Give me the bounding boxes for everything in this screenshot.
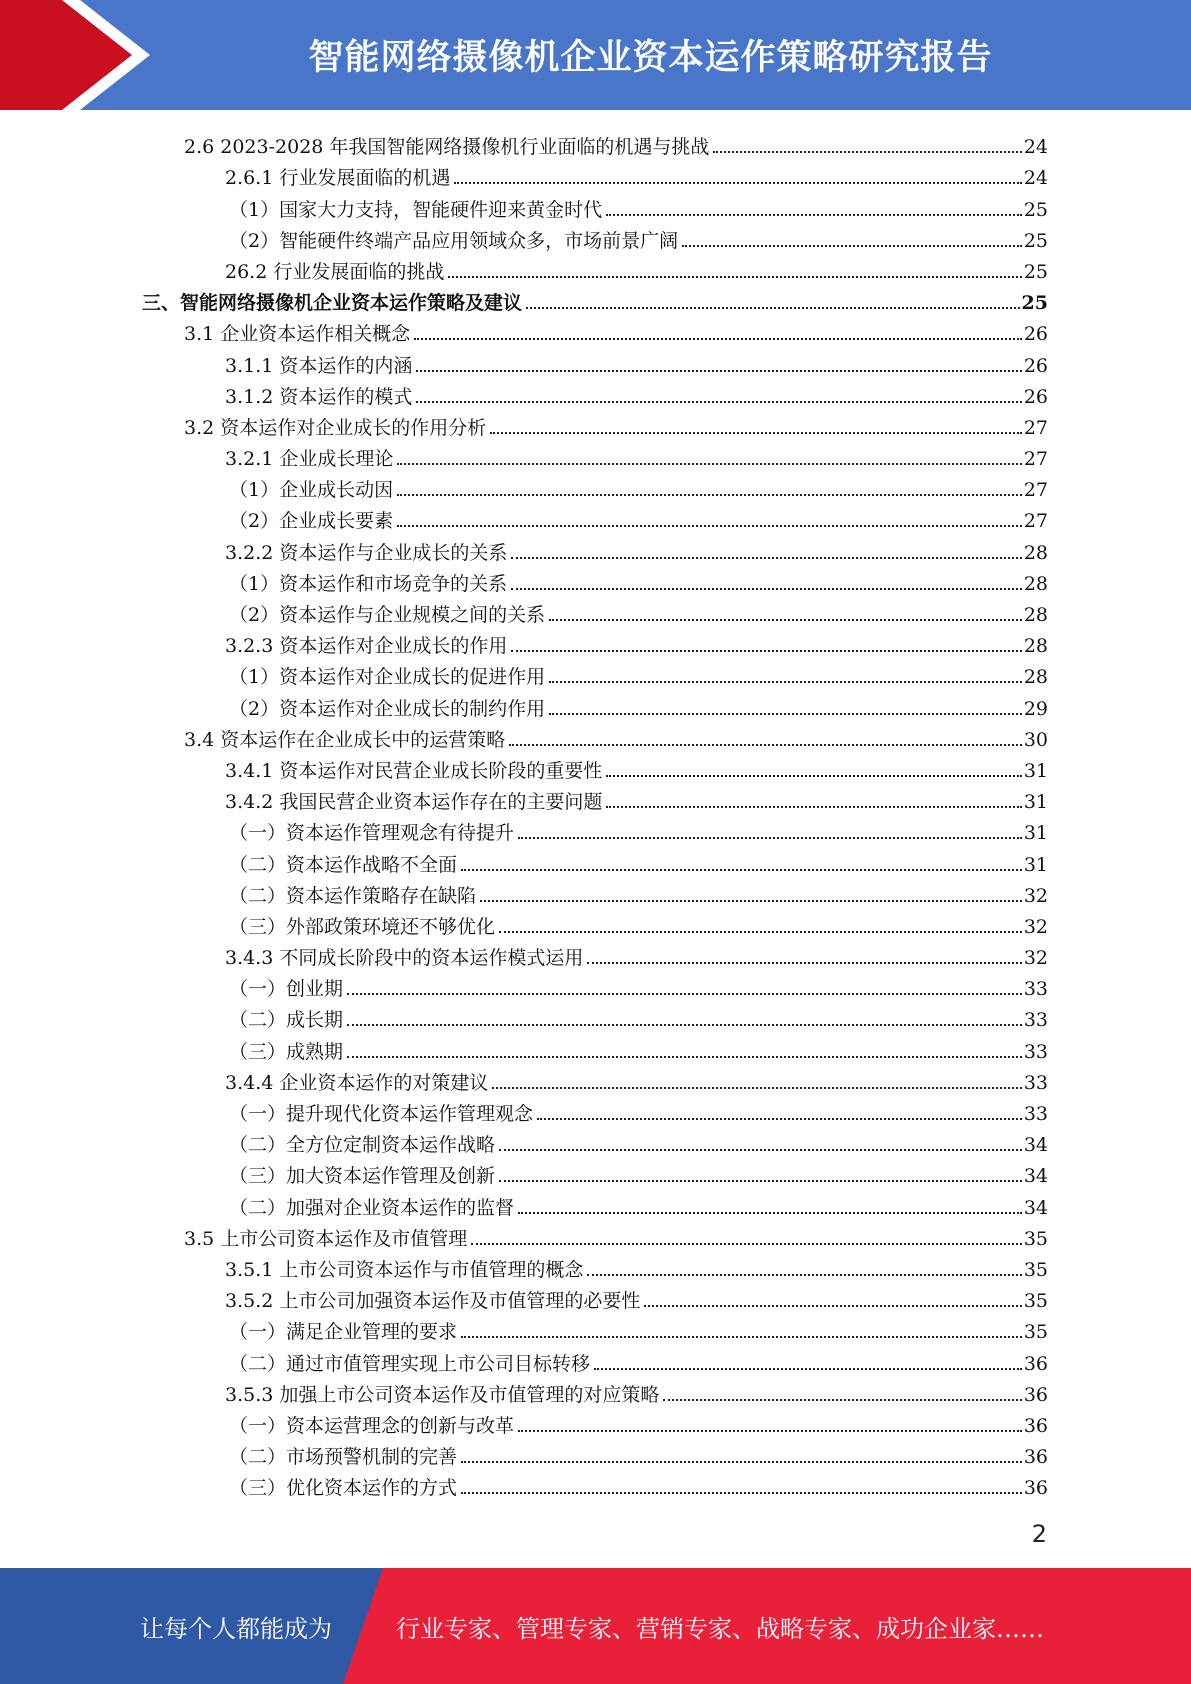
toc-dot-leader xyxy=(606,805,1021,808)
toc-entry[interactable] xyxy=(0,501,1191,532)
toc-dot-leader xyxy=(461,1491,1022,1494)
toc-dot-leader xyxy=(518,1211,1022,1214)
toc-entry-title: （2）企业成长要素 xyxy=(229,510,394,533)
toc-entry-page: 28 xyxy=(1023,572,1048,595)
toc-entry-title: 3.5.2 上市公司加强资本运作及市值管理的必要性 xyxy=(225,1290,641,1313)
toc-entry-page: 27 xyxy=(1023,510,1048,533)
toc-entry-title: （三）成熟期 xyxy=(229,1040,344,1063)
toc-entry[interactable] xyxy=(0,470,1191,501)
toc-entry[interactable] xyxy=(0,1375,1191,1406)
toc-entry-page: 25 xyxy=(1023,229,1048,252)
page-header xyxy=(0,0,1191,110)
toc-entry[interactable] xyxy=(0,1468,1191,1499)
toc-entry[interactable] xyxy=(0,595,1191,626)
toc-entry-title: （二）资本运作策略存在缺陷 xyxy=(229,884,477,907)
toc-entry-title: （三）外部政策环境还不够优化 xyxy=(229,915,496,938)
toc-dot-leader xyxy=(347,1023,1022,1026)
toc-entry[interactable] xyxy=(0,1094,1191,1125)
toc-dot-leader xyxy=(663,1398,1021,1401)
toc-entry-title: 3.5.1 上市公司资本运作与市值管理的概念 xyxy=(225,1258,584,1281)
toc-dot-leader xyxy=(492,1086,1021,1089)
toc-entry-page: 25 xyxy=(1021,292,1048,315)
toc-dot-leader xyxy=(549,618,1022,621)
toc-dot-leader xyxy=(713,150,1021,153)
toc-entry-title: 3.1.2 资本运作的模式 xyxy=(225,385,413,408)
toc-entry[interactable] xyxy=(0,377,1191,408)
toc-dot-leader xyxy=(587,961,1021,964)
toc-dot-leader xyxy=(549,680,1022,683)
page-number: 2 xyxy=(1031,1520,1047,1548)
toc-entry[interactable] xyxy=(0,532,1191,563)
toc-entry-page: 32 xyxy=(1023,947,1048,970)
toc-entry-title: （二）通过市值管理实现上市公司目标转移 xyxy=(229,1352,591,1375)
toc-entry-page: 33 xyxy=(1023,1040,1048,1063)
toc-entry-title: 3.2.2 资本运作与企业成长的关系 xyxy=(225,541,508,564)
toc-dot-leader xyxy=(397,524,1022,527)
toc-entry-page: 33 xyxy=(1023,1009,1048,1032)
toc-entry-title: 3.2 资本运作对企业成长的作用分析 xyxy=(184,416,487,439)
toc-entry-page: 28 xyxy=(1023,635,1048,658)
toc-dot-leader xyxy=(549,712,1022,715)
toc-entry-title: （1）企业成长动因 xyxy=(229,479,394,502)
toc-entry[interactable] xyxy=(0,345,1191,376)
toc-entry-title: 3.1.1 资本运作的内涵 xyxy=(225,354,413,377)
toc-entry-title: （二）加强对企业资本运作的监督 xyxy=(229,1196,515,1219)
toc-entry-page: 36 xyxy=(1023,1446,1048,1469)
toc-entry-title: （二）全方位定制资本运作战略 xyxy=(229,1134,496,1157)
toc-dot-leader xyxy=(509,743,1022,746)
toc-entry[interactable] xyxy=(0,876,1191,907)
toc-entry-title: 3.5 上市公司资本运作及市值管理 xyxy=(184,1227,468,1250)
toc-entry[interactable] xyxy=(0,283,1191,314)
toc-entry-page: 31 xyxy=(1023,853,1048,876)
toc-dot-leader xyxy=(511,649,1021,652)
toc-entry[interactable] xyxy=(0,221,1191,252)
toc-entry-page: 28 xyxy=(1023,541,1048,564)
toc-entry[interactable] xyxy=(0,1406,1191,1437)
toc-entry-page: 26 xyxy=(1023,354,1048,377)
toc-entry[interactable] xyxy=(0,1437,1191,1468)
toc-entry[interactable] xyxy=(0,969,1191,1000)
toc-entry-title: 3.4.1 资本运作对民营企业成长阶段的重要性 xyxy=(225,759,603,782)
toc-entry-page: 36 xyxy=(1023,1477,1048,1500)
toc-entry-page: 25 xyxy=(1023,260,1048,283)
toc-entry-title: （1）资本运作和市场竞争的关系 xyxy=(229,572,508,595)
table-of-contents xyxy=(0,127,1191,1499)
toc-entry[interactable] xyxy=(0,564,1191,595)
toc-entry-title: （三）优化资本运作的方式 xyxy=(229,1477,458,1500)
toc-entry-title: （一）创业期 xyxy=(229,978,344,1001)
toc-entry[interactable] xyxy=(0,1250,1191,1281)
toc-entry[interactable] xyxy=(0,907,1191,938)
toc-dot-leader xyxy=(490,431,1022,434)
toc-entry-title: （二）市场预警机制的完善 xyxy=(229,1446,458,1469)
toc-entry-page: 34 xyxy=(1023,1134,1048,1157)
toc-entry-page: 30 xyxy=(1023,728,1048,751)
toc-entry-page: 27 xyxy=(1023,416,1048,439)
toc-entry-title: （一）资本运作管理观念有待提升 xyxy=(229,822,515,845)
toc-entry[interactable] xyxy=(0,844,1191,875)
toc-entry-title: 3.2.1 企业成长理论 xyxy=(225,448,394,471)
toc-dot-leader xyxy=(347,1055,1022,1058)
toc-dot-leader xyxy=(606,774,1021,777)
toc-dot-leader xyxy=(644,1304,1021,1307)
toc-entry-page: 27 xyxy=(1023,479,1048,502)
toc-entry-title: （1）国家大力支持，智能硬件迎来黄金时代 xyxy=(229,198,603,221)
toc-entry[interactable] xyxy=(0,657,1191,688)
toc-entry-title: 三、智能网络摄像机企业资本运作策略及建议 xyxy=(142,292,523,315)
toc-entry-title: （二）成长期 xyxy=(229,1009,344,1032)
toc-dot-leader xyxy=(594,1367,1022,1370)
toc-entry-page: 32 xyxy=(1023,884,1048,907)
toc-entry-page: 35 xyxy=(1023,1290,1048,1313)
toc-dot-leader xyxy=(397,493,1022,496)
toc-dot-leader xyxy=(480,899,1022,902)
toc-entry[interactable] xyxy=(0,252,1191,283)
toc-entry[interactable] xyxy=(0,439,1191,470)
toc-entry[interactable] xyxy=(0,158,1191,189)
toc-entry-page: 24 xyxy=(1023,136,1048,159)
toc-entry[interactable] xyxy=(0,1031,1191,1062)
toc-entry-page: 33 xyxy=(1023,978,1048,1001)
toc-entry[interactable] xyxy=(0,626,1191,657)
toc-entry-page: 27 xyxy=(1023,448,1048,471)
toc-entry[interactable] xyxy=(0,813,1191,844)
toc-entry-page: 33 xyxy=(1023,1103,1048,1125)
toc-entry-page: 28 xyxy=(1023,666,1048,689)
toc-entry-title: 2.6 2023-2028 年我国智能网络摄像机行业面临的机遇与挑战 xyxy=(184,136,710,159)
document-title: 智能网络摄像机企业资本运作策略研究报告 xyxy=(308,38,993,78)
toc-entry-page: 35 xyxy=(1023,1227,1048,1250)
toc-entry-title: 3.2.3 资本运作对企业成长的作用 xyxy=(225,635,508,658)
toc-entry[interactable] xyxy=(0,1219,1191,1250)
toc-entry-page: 26 xyxy=(1023,385,1048,408)
toc-dot-leader xyxy=(606,213,1022,216)
toc-dot-leader xyxy=(461,868,1022,871)
toc-dot-leader xyxy=(682,244,1022,247)
toc-entry-title: 3.1 企业资本运作相关概念 xyxy=(184,323,411,346)
header-chevron-decoration xyxy=(0,0,150,110)
toc-dot-leader xyxy=(537,1117,1022,1120)
toc-entry-page: 31 xyxy=(1023,759,1048,782)
toc-dot-leader xyxy=(416,369,1021,372)
toc-entry[interactable] xyxy=(0,1156,1191,1187)
toc-entry-title: （一）满足企业管理的要求 xyxy=(229,1321,458,1344)
toc-dot-leader xyxy=(499,1148,1022,1151)
toc-entry[interactable] xyxy=(0,720,1191,751)
toc-entry-title: 2.6.1 行业发展面临的机遇 xyxy=(225,167,451,190)
toc-entry-page: 25 xyxy=(1023,198,1048,221)
toc-entry-page: 34 xyxy=(1023,1165,1048,1188)
toc-entry-title: 26.2 行业发展面临的挑战 xyxy=(225,260,445,283)
toc-entry[interactable] xyxy=(0,688,1191,719)
page-footer xyxy=(0,1568,1191,1684)
toc-entry-page: 31 xyxy=(1023,822,1048,845)
toc-entry-title: （三）加大资本运作管理及创新 xyxy=(229,1165,496,1188)
toc-entry[interactable] xyxy=(0,751,1191,782)
toc-entry-title: （1）资本运作对企业成长的促进作用 xyxy=(229,666,546,689)
toc-dot-leader xyxy=(499,930,1022,933)
toc-entry-page: 29 xyxy=(1023,697,1048,720)
toc-entry[interactable] xyxy=(0,314,1191,345)
toc-entry-title: （2）智能硬件终端产品应用领域众多，市场前景广阔 xyxy=(229,229,679,252)
toc-entry-title: 3.4.2 我国民营企业资本运作存在的主要问题 xyxy=(225,791,603,814)
toc-dot-leader xyxy=(414,337,1022,340)
footer-slogan-left: 让每个人都能成为 xyxy=(140,1614,332,1643)
toc-entry[interactable] xyxy=(0,1000,1191,1031)
footer-slogan-right: 行业专家、管理专家、营销专家、战略专家、成功企业家…… xyxy=(396,1614,1044,1643)
toc-dot-leader xyxy=(587,1273,1021,1276)
toc-entry[interactable] xyxy=(0,1312,1191,1343)
toc-dot-leader xyxy=(347,992,1022,995)
toc-entry-title: （2）资本运作对企业成长的制约作用 xyxy=(229,697,546,720)
toc-dot-leader xyxy=(461,1335,1022,1338)
toc-entry-page: 36 xyxy=(1023,1414,1048,1437)
toc-entry-page: 34 xyxy=(1023,1196,1048,1219)
toc-dot-leader xyxy=(518,836,1022,839)
toc-dot-leader xyxy=(499,1179,1022,1182)
toc-entry[interactable] xyxy=(0,408,1191,439)
toc-dot-leader xyxy=(518,1429,1022,1432)
toc-entry-title: （一）提升现代化资本运作管理观念 xyxy=(229,1103,534,1125)
toc-entry-title: （2）资本运作与企业规模之间的关系 xyxy=(229,604,546,626)
toc-dot-leader xyxy=(416,400,1021,403)
toc-entry-page: 28 xyxy=(1023,604,1048,626)
toc-entry-page: 33 xyxy=(1023,1071,1048,1094)
toc-entry-title: 3.5.3 加强上市公司资本运作及市值管理的对应策略 xyxy=(225,1383,660,1406)
toc-entry[interactable] xyxy=(0,127,1191,158)
toc-dot-leader xyxy=(397,462,1021,465)
toc-entry-page: 32 xyxy=(1023,915,1048,938)
toc-entry-page: 31 xyxy=(1023,791,1048,814)
toc-entry-title: （一）资本运营理念的创新与改革 xyxy=(229,1414,515,1437)
toc-entry[interactable] xyxy=(0,1187,1191,1218)
toc-entry[interactable] xyxy=(0,189,1191,220)
toc-entry-page: 35 xyxy=(1023,1258,1048,1281)
toc-dot-leader xyxy=(526,306,1020,309)
toc-entry-page: 26 xyxy=(1023,323,1048,346)
toc-dot-leader xyxy=(454,181,1021,184)
toc-entry-title: 3.4.4 企业资本运作的对策建议 xyxy=(225,1071,489,1094)
toc-dot-leader xyxy=(511,556,1021,559)
toc-entry[interactable] xyxy=(0,1063,1191,1094)
toc-entry[interactable] xyxy=(0,1281,1191,1312)
toc-entry[interactable] xyxy=(0,782,1191,813)
toc-dot-leader xyxy=(511,587,1022,590)
toc-entry[interactable] xyxy=(0,938,1191,969)
toc-dot-leader xyxy=(461,1460,1022,1463)
toc-entry-page: 24 xyxy=(1023,167,1048,190)
toc-dot-leader xyxy=(471,1242,1022,1245)
toc-entry-title: 3.4.3 不同成长阶段中的资本运作模式运用 xyxy=(225,947,584,970)
toc-entry-title: （二）资本运作战略不全面 xyxy=(229,853,458,876)
toc-entry[interactable] xyxy=(0,1343,1191,1374)
toc-dot-leader xyxy=(448,275,1021,278)
toc-entry-page: 35 xyxy=(1023,1321,1048,1344)
toc-entry-title: 3.4 资本运作在企业成长中的运营策略 xyxy=(184,728,506,751)
toc-entry-page: 36 xyxy=(1023,1352,1048,1375)
toc-entry-page: 36 xyxy=(1023,1383,1048,1406)
toc-entry[interactable] xyxy=(0,1125,1191,1156)
